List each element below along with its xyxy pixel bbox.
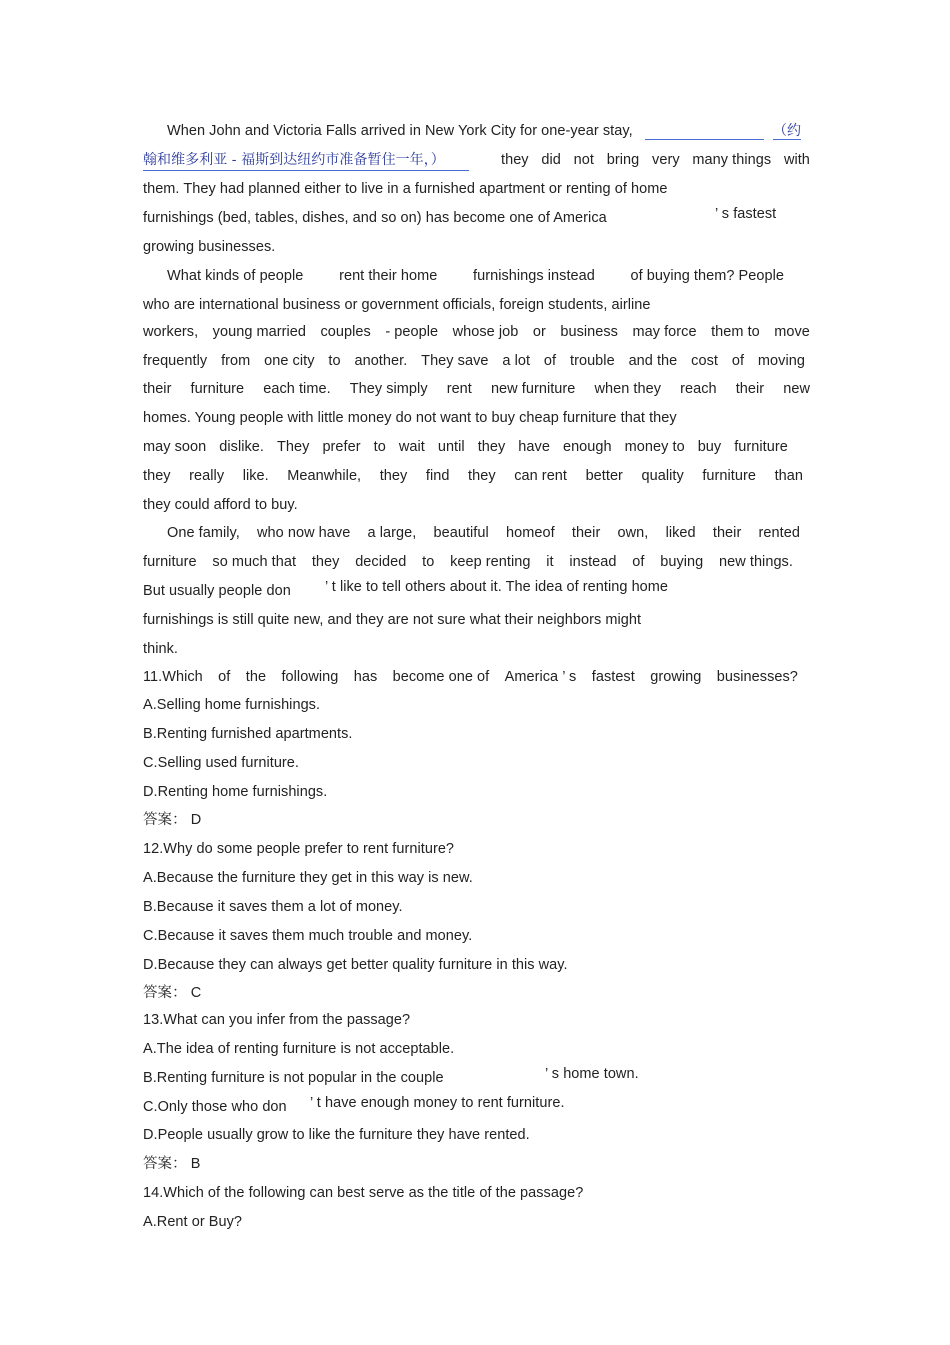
q14-option-a: A.Rent or Buy? [143, 1214, 243, 1230]
chinese-note-start: （约 [773, 123, 802, 139]
p3-line-3 [143, 581, 810, 601]
word: to [373, 439, 386, 455]
word: 11.Which [143, 669, 203, 685]
word: their [143, 381, 172, 397]
word: rent [446, 381, 472, 397]
q12-option-d: D.Because they can always get better quality furniture in this way. [143, 957, 568, 973]
word: keep renting [450, 554, 531, 570]
word: furniture [702, 468, 756, 484]
answer-blank-underline [645, 139, 764, 140]
word: very [652, 152, 680, 168]
word: did [541, 152, 561, 168]
word: each time. [263, 381, 331, 397]
word: young married [212, 324, 307, 340]
word: or [532, 324, 546, 340]
p3-line-4: furnishings is still quite new, and they are not sure what their neighbors might [143, 612, 642, 628]
p1-line-4 [143, 208, 810, 228]
word: businesses? [716, 669, 798, 685]
q12-option-a: A.Because the furniture they get in this way is new. [143, 870, 473, 886]
p1-line-5: growing businesses. [143, 239, 276, 255]
word: homeof [505, 525, 555, 541]
word: to [328, 353, 341, 369]
word: find [425, 468, 450, 484]
word: of buying them? People [630, 268, 784, 284]
p2-line-3 [143, 322, 810, 342]
word: couples [320, 324, 371, 340]
word: one city [264, 353, 315, 369]
word: they [143, 468, 171, 484]
p1-line-3: them. They had planned either to live in a furnished apartment or renting of home [143, 181, 668, 197]
q12-stem: 12.Why do some people prefer to rent furniture? [143, 841, 455, 857]
p2-line-2: who are international business or government officials, foreign students, airline [143, 297, 651, 313]
q13-answer: 答案： B [143, 1156, 201, 1172]
q11-option-c: C.Selling used furniture. [143, 755, 299, 771]
word: really [189, 468, 225, 484]
word: own, [617, 525, 649, 541]
word: may force [632, 324, 697, 340]
word: They save [421, 353, 489, 369]
word: decided [355, 554, 407, 570]
word: who now have [257, 525, 351, 541]
word: workers, [143, 324, 199, 340]
word: growing [650, 669, 702, 685]
word: fastest [591, 669, 635, 685]
p1-line-1-text: When John and Victoria Falls arrived in New York City for one-year stay, [167, 123, 633, 139]
word: them to [711, 324, 760, 340]
word: rent their home [339, 268, 438, 284]
word: not [573, 152, 594, 168]
word: Meanwhile, [287, 468, 362, 484]
word: America ’ s [504, 669, 577, 685]
word: liked [665, 525, 696, 541]
p1-line-4a: furnishings (bed, tables, dishes, and so on) has become one of America [143, 210, 607, 226]
word: they [501, 152, 529, 168]
word: can rent [514, 468, 567, 484]
word: has [353, 669, 378, 685]
p3-line-1 [167, 523, 800, 543]
p2-line-7 [143, 437, 788, 457]
word: move [774, 324, 810, 340]
word: new [783, 381, 810, 397]
q13-option-a: A.The idea of renting furniture is not acceptable. [143, 1041, 455, 1057]
word: like. [242, 468, 269, 484]
word: wait [398, 439, 425, 455]
word: furniture [190, 381, 245, 397]
word: have [518, 439, 550, 455]
q13-option-c-part1: C.Only those who don [143, 1099, 287, 1115]
word: they [468, 468, 496, 484]
word: than [774, 468, 803, 484]
word: and the [628, 353, 678, 369]
q11-stem [143, 667, 798, 687]
word: to [422, 554, 435, 570]
word: new things. [719, 554, 793, 570]
p2-line-9: they could afford to buy. [143, 497, 298, 513]
p3-line-3b: ’ t like to tell others about it. The idea of renting home [325, 579, 669, 595]
word: - people [385, 324, 439, 340]
p2-line-4 [143, 351, 805, 371]
word: reach [680, 381, 717, 397]
q11-option-b: B.Renting furnished apartments. [143, 726, 353, 742]
word: better [585, 468, 623, 484]
word: it [546, 554, 554, 570]
p2-line-6: homes. Young people with little money do not want to buy cheap furniture that they [143, 410, 677, 426]
word: new furniture [490, 381, 576, 397]
q13-stem: 13.What can you infer from the passage? [143, 1012, 411, 1028]
p3-line-3a: But usually people don [143, 583, 291, 599]
word: cost [691, 353, 718, 369]
word: they [379, 468, 408, 484]
word: moving [757, 353, 805, 369]
word: many things [692, 152, 772, 168]
word: with [783, 152, 810, 168]
q13-option-c [143, 1097, 810, 1117]
p1-line-2-rest [501, 150, 810, 170]
word: a large, [367, 525, 417, 541]
word: of [731, 353, 745, 369]
word: One family, [167, 525, 240, 541]
word: so much that [212, 554, 297, 570]
word: enough [562, 439, 612, 455]
p2-line-8 [143, 466, 803, 486]
word: buying [660, 554, 704, 570]
chinese-note: 翰和维多利亚 - 福斯到达纽约市准备暂住一年，） [143, 150, 469, 171]
word: until [437, 439, 465, 455]
q14-stem: 14.Which of the following can best serve as the title of the passage? [143, 1185, 584, 1201]
word: their [712, 525, 742, 541]
q13-option-b [143, 1068, 810, 1088]
q13-option-b-part2: ’ s home town. [545, 1066, 639, 1082]
word: they [477, 439, 506, 455]
word: furniture [734, 439, 788, 455]
word: prefer [322, 439, 361, 455]
word: may soon [143, 439, 207, 455]
word: bring [606, 152, 640, 168]
word: their [735, 381, 765, 397]
word: instead [569, 554, 617, 570]
word: trouble [570, 353, 615, 369]
word: become one of [392, 669, 490, 685]
q11-option-a: A.Selling home furnishings. [143, 697, 321, 713]
word: frequently [143, 353, 208, 369]
word: from [221, 353, 251, 369]
word: money to [624, 439, 685, 455]
q12-answer: 答案： C [143, 985, 202, 1001]
q13-option-c-part2: ’ t have enough money to rent furniture. [310, 1095, 565, 1111]
word: their [571, 525, 601, 541]
word: of [632, 554, 645, 570]
word: when they [594, 381, 662, 397]
word: of [218, 669, 231, 685]
word: of [543, 353, 557, 369]
word: the [245, 669, 267, 685]
word: they [311, 554, 340, 570]
word: beautiful [433, 525, 489, 541]
p2-line-1 [167, 266, 784, 286]
p1-note-open [773, 121, 813, 141]
p3-line-5: think. [143, 641, 178, 657]
q11-answer: 答案： D [143, 812, 202, 828]
q11-option-d: D.Renting home furnishings. [143, 784, 328, 800]
word: buy [697, 439, 722, 455]
p1-line-1 [167, 121, 810, 141]
word: another. [354, 353, 408, 369]
word: furnishings instead [473, 268, 595, 284]
word: furniture [143, 554, 197, 570]
word: They [277, 439, 310, 455]
q12-option-b: B.Because it saves them a lot of money. [143, 899, 403, 915]
q13-option-d: D.People usually grow to like the furniture they have rented. [143, 1127, 530, 1143]
p3-line-2 [143, 552, 793, 572]
word: rented [758, 525, 800, 541]
word: business [560, 324, 618, 340]
p1-line-4b: ’ s fastest [715, 206, 777, 222]
word: What kinds of people [167, 268, 304, 284]
word: following [281, 669, 339, 685]
q12-option-c: C.Because it saves them much trouble and money. [143, 928, 473, 944]
word: quality [641, 468, 684, 484]
word: dislike. [219, 439, 264, 455]
p2-line-5 [143, 379, 810, 399]
word: They simply [349, 381, 428, 397]
q13-option-b-part1: B.Renting furniture is not popular in the couple [143, 1070, 444, 1086]
word: a lot [502, 353, 531, 369]
word: whose job [452, 324, 519, 340]
